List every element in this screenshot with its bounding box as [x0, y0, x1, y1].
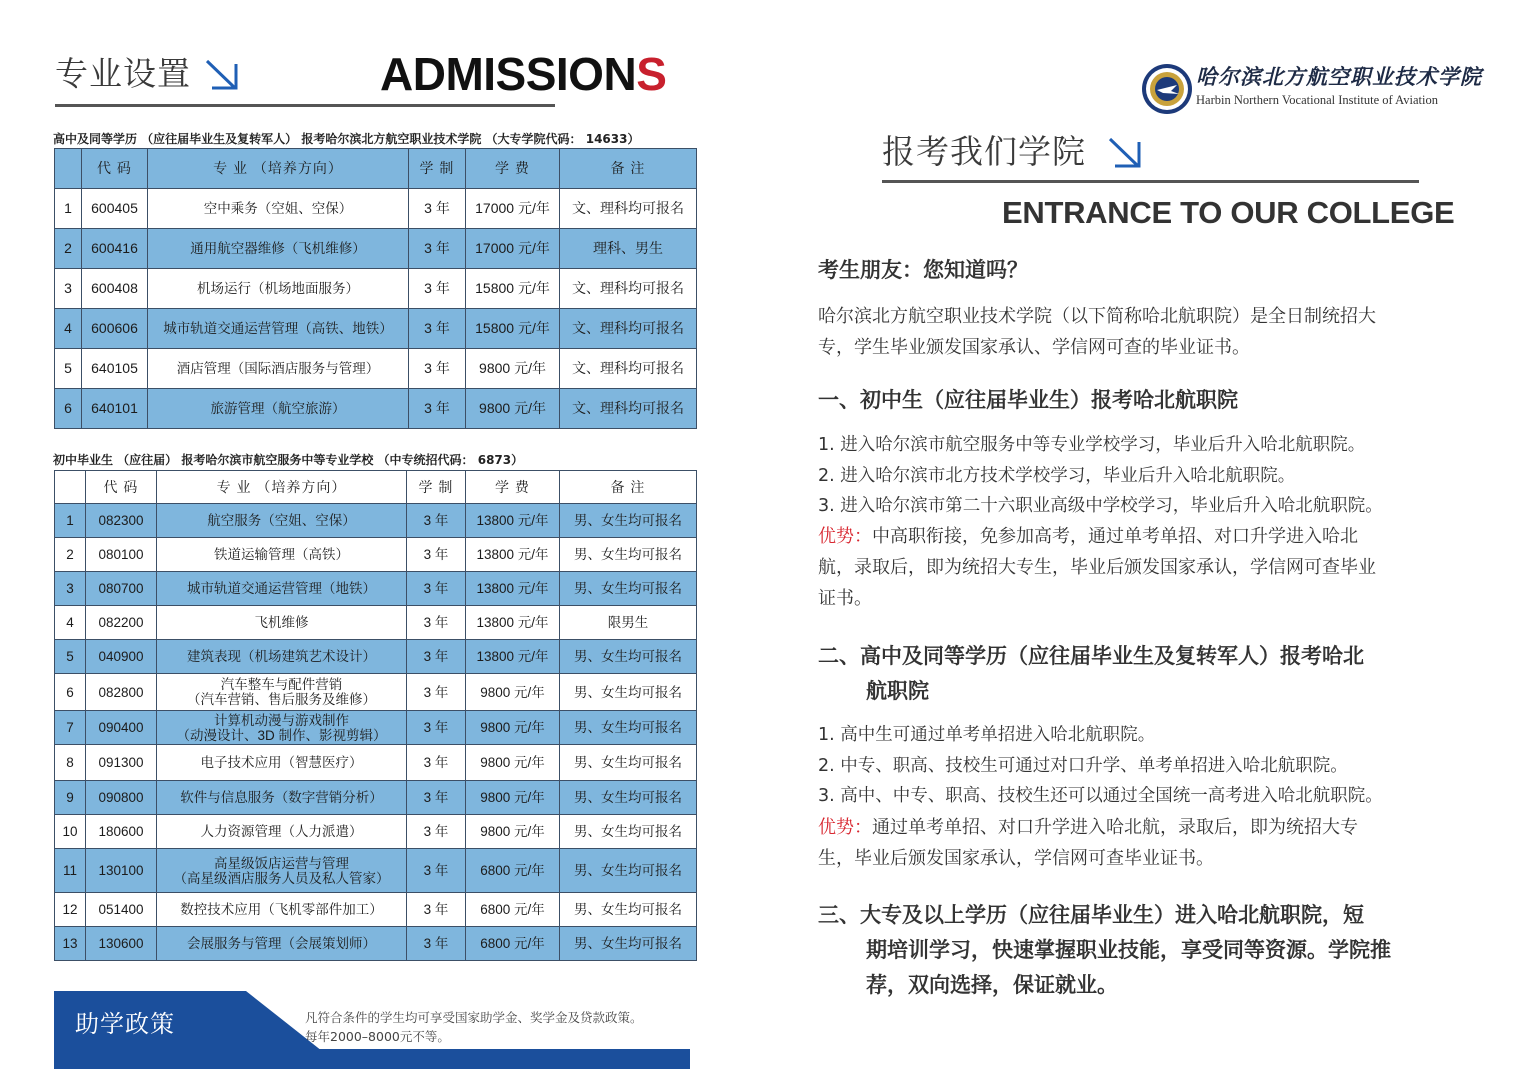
major-name: [157, 572, 407, 606]
table-row: [55, 674, 697, 711]
tuition-fee: 9800 元/年: [466, 349, 560, 389]
section2-title: 二、高中及同等学历（应往届毕业生及复转军人）报考哈北 航职院: [818, 644, 1364, 703]
study-years: 3 年: [407, 538, 466, 572]
section2-advantage: 优势：通过单考单招、对口升学进入哈北航，录取后，即为统招大专 生，毕业后颁发国家承认，学信网可查毕业证书。: [818, 817, 1358, 869]
row-number: 4: [55, 606, 86, 640]
remark: 男、女生均可报名: [560, 538, 697, 572]
remark: 文、理科均可报名: [560, 349, 697, 389]
tuition-fee: 9800 元/年: [466, 745, 560, 781]
policy-line-1: 凡符合条件的学生均可享受国家助学金、奖学金及贷款政策。: [305, 1010, 643, 1025]
row-number: 4: [55, 309, 82, 349]
advantage-label: 优势：: [818, 526, 872, 547]
major-name-line: 数控技术应用（飞机零部件加工）: [180, 902, 383, 917]
tuition-fee: 9800 元/年: [466, 389, 560, 429]
major-code: 080100: [86, 538, 157, 572]
remark: 男、女生均可报名: [560, 927, 697, 961]
advantage-label: 优势：: [818, 817, 872, 838]
list-item: 2. 中专、职高、技校生可通过对口升学、单考单招进入哈北航职院。: [818, 755, 1348, 776]
major-name-line: 计算机动漫与游戏制作: [214, 712, 349, 728]
row-number: 1: [55, 504, 86, 538]
major-direction-line: （动漫设计、3D 制作、影视剪辑）: [176, 727, 387, 743]
major-name: [157, 849, 407, 893]
table-row: [55, 504, 697, 538]
row-number: 1: [55, 189, 82, 229]
study-years: 3 年: [407, 640, 466, 674]
header-cell: 专 业 （培养方向）: [148, 149, 409, 189]
major-name: [157, 674, 407, 711]
row-number: 7: [55, 711, 86, 745]
row-number: 2: [55, 229, 82, 269]
study-years: 3 年: [409, 309, 466, 349]
tuition-fee: 17000 元/年: [466, 229, 560, 269]
major-name: 城市轨道交通运营管理（高铁、地铁）: [148, 309, 409, 349]
header-cell: 备 注: [560, 149, 697, 189]
table-row: [55, 349, 697, 389]
major-code: 080700: [86, 572, 157, 606]
tuition-fee: 13800 元/年: [466, 606, 560, 640]
major-name-line: 高星级饭店运营与管理: [214, 855, 349, 871]
study-years: 3 年: [407, 711, 466, 745]
row-number: 3: [55, 572, 86, 606]
major-code: 082200: [86, 606, 157, 640]
major-name: [157, 927, 407, 961]
tuition-fee: 6800 元/年: [466, 927, 560, 961]
table-row: [55, 711, 697, 745]
row-number: 6: [55, 389, 82, 429]
remark: 男、女生均可报名: [560, 745, 697, 781]
entrance-heading: ENTRANCE TO OUR COLLEGE: [1002, 195, 1455, 230]
arrow-down-right-icon: [1107, 136, 1143, 170]
major-name-line: 汽车整车与配件营销: [220, 677, 343, 692]
major-name-line: 建筑表现（机场建筑艺术设计）: [187, 649, 376, 664]
row-number: 8: [55, 745, 86, 781]
header-cell: [55, 149, 82, 189]
row-number: 6: [55, 674, 86, 711]
table-row: [55, 538, 697, 572]
header-cell: 备 注: [560, 471, 697, 504]
study-years: 3 年: [407, 815, 466, 849]
major-name: 酒店管理（国际酒店服务与管理）: [148, 349, 409, 389]
list-item: 2. 进入哈尔滨市北方技术学校学习，毕业后升入哈北航职院。: [818, 465, 1296, 486]
table-header-row: [55, 471, 697, 504]
major-code: 082800: [86, 674, 157, 711]
study-years: 3 年: [407, 781, 466, 815]
table-header-row: [55, 149, 697, 189]
major-direction-line: （汽车营销、售后服务及维修）: [187, 692, 376, 707]
major-name-line: 软件与信息服务（数字营销分析）: [180, 790, 383, 805]
tuition-fee: 17000 元/年: [466, 189, 560, 229]
list-item: 1. 高中生可通过单考单招进入哈北航职院。: [818, 725, 1156, 745]
remark: 男、女生均可报名: [560, 572, 697, 606]
row-number: 10: [55, 815, 86, 849]
policy-text: [305, 1008, 695, 1046]
list-item: 3. 高中、中专、职高、技校生还可以通过全国统一高考进入哈北航职院。: [818, 786, 1383, 806]
section2-list: [818, 720, 1458, 812]
row-number: 11: [55, 849, 86, 893]
table-row: [55, 927, 697, 961]
major-direction-line: （高星级酒店服务人员及私人管家）: [173, 870, 390, 886]
right-title-underline: [882, 180, 1419, 183]
section1-list: [818, 430, 1458, 522]
intro-line-2: 专，学生毕业颁发国家承认、学信网可查的毕业证书。: [818, 337, 1250, 358]
major-name: [157, 538, 407, 572]
remark: 男、女生均可报名: [560, 674, 697, 711]
college-name-en: Harbin Northern Vocational Institute of Aviation: [1196, 93, 1438, 107]
question-heading: 考生朋友：您知道吗？: [818, 258, 1028, 282]
major-name-line: 人力资源管理（人力派遣）: [200, 824, 363, 839]
major-code: 600405: [82, 189, 148, 229]
row-number: 2: [55, 538, 86, 572]
major-name: [157, 893, 407, 927]
table-row: [55, 893, 697, 927]
major-name: 空中乘务（空姐、空保）: [148, 189, 409, 229]
major-name: 旅游管理（航空旅游）: [148, 389, 409, 429]
major-name: [157, 640, 407, 674]
tuition-fee: 13800 元/年: [466, 504, 560, 538]
tuition-fee: 13800 元/年: [466, 640, 560, 674]
college-logo-emblem: [1141, 63, 1193, 115]
row-number: 5: [55, 640, 86, 674]
study-years: 3 年: [409, 189, 466, 229]
intro-paragraph: [818, 301, 1458, 363]
major-code: 600416: [82, 229, 148, 269]
section3-title: 三、大专及以上学历（应往届毕业生）进入哈北航职院，短 期培训学习，快速掌握职业技能，享受同等资源。学院推 荐，双向选择，保证就业。: [818, 903, 1391, 997]
section1-header: 高中及同等学历 （应往届毕业生及复转军人） 报考哈尔滨北方航空职业技术学院 （大专学院代码： 14633）: [53, 132, 640, 146]
section2-header: 初中毕业生 （应往届） 报考哈尔滨市航空服务中等专业学校 （中专统招代码： 6873）: [53, 453, 524, 467]
major-name-line: 电子技术应用（智慧医疗）: [200, 755, 363, 770]
major-code: 130100: [86, 849, 157, 893]
tuition-fee: 9800 元/年: [466, 815, 560, 849]
table-row: [55, 189, 697, 229]
remark: 男、女生均可报名: [560, 781, 697, 815]
remark: 男、女生均可报名: [560, 849, 697, 893]
remark: 文、理科均可报名: [560, 269, 697, 309]
major-code: 640105: [82, 349, 148, 389]
table-row: [55, 572, 697, 606]
list-item: 1. 进入哈尔滨市航空服务中等专业学校学习，毕业后升入哈北航职院。: [818, 435, 1366, 455]
college-majors-table: [54, 148, 697, 429]
tuition-fee: 9800 元/年: [466, 674, 560, 711]
major-code: 090400: [86, 711, 157, 745]
tuition-fee: 13800 元/年: [466, 538, 560, 572]
major-code: 040900: [86, 640, 157, 674]
study-years: 3 年: [407, 849, 466, 893]
row-number: 13: [55, 927, 86, 961]
left-page-title: 专业设置: [55, 54, 191, 93]
major-code: 082300: [86, 504, 157, 538]
table-row: [55, 781, 697, 815]
list-item: 3. 进入哈尔滨市第二十六职业高级中学校学习，毕业后升入哈北航职院。: [818, 496, 1383, 516]
row-number: 9: [55, 781, 86, 815]
major-name: 机场运行（机场地面服务）: [148, 269, 409, 309]
tuition-fee: 9800 元/年: [466, 711, 560, 745]
table-row: [55, 389, 697, 429]
major-name: [157, 745, 407, 781]
remark: 男、女生均可报名: [560, 893, 697, 927]
study-years: 3 年: [409, 269, 466, 309]
major-name: [157, 711, 407, 745]
study-years: 3 年: [407, 606, 466, 640]
table-row: [55, 849, 697, 893]
study-years: 3 年: [407, 745, 466, 781]
table-row: [55, 606, 697, 640]
major-code: 600408: [82, 269, 148, 309]
major-name-line: 铁道运输管理（高铁）: [214, 547, 349, 562]
secondary-majors-table: [54, 470, 697, 961]
header-cell: 代 码: [82, 149, 148, 189]
table-row: [55, 269, 697, 309]
table-row: [55, 745, 697, 781]
remark: 文、理科均可报名: [560, 189, 697, 229]
major-name-line: 飞机维修: [254, 615, 309, 630]
major-code: 600606: [82, 309, 148, 349]
policy-title: 助学政策: [75, 1010, 175, 1038]
table-row: [55, 815, 697, 849]
remark: 理科、男生: [560, 229, 697, 269]
remark: 男、女生均可报名: [560, 815, 697, 849]
major-name: [157, 781, 407, 815]
study-years: 3 年: [409, 349, 466, 389]
major-name: 通用航空器维修（飞机维修）: [148, 229, 409, 269]
major-code: 130600: [86, 927, 157, 961]
major-name: [157, 504, 407, 538]
study-years: 3 年: [409, 229, 466, 269]
arrow-down-right-icon: [204, 58, 240, 92]
tuition-fee: 6800 元/年: [466, 893, 560, 927]
remark: 文、理科均可报名: [560, 309, 697, 349]
right-page-title: 报考我们学院: [882, 132, 1086, 171]
title-underline: [55, 104, 555, 107]
study-years: 3 年: [407, 572, 466, 606]
header-cell: 专 业 （培养方向）: [157, 471, 407, 504]
major-name: [157, 815, 407, 849]
remark: 限男生: [560, 606, 697, 640]
admissions-heading: ADMISSIONS: [380, 48, 667, 100]
table-row: [55, 640, 697, 674]
section1-title: 一、初中生（应往届毕业生）报考哈北航职院: [818, 388, 1238, 412]
major-code: 640101: [82, 389, 148, 429]
header-cell: 代 码: [86, 471, 157, 504]
study-years: 3 年: [407, 504, 466, 538]
major-name-line: 会展服务与管理（会展策划师）: [187, 936, 376, 951]
major-name-line: 城市轨道交通运营管理（地铁）: [187, 581, 376, 596]
major-code: 051400: [86, 893, 157, 927]
major-code: 180600: [86, 815, 157, 849]
major-name: [157, 606, 407, 640]
table-row: [55, 309, 697, 349]
remark: 文、理科均可报名: [560, 389, 697, 429]
remark: 男、女生均可报名: [560, 640, 697, 674]
row-number: 5: [55, 349, 82, 389]
study-years: 3 年: [409, 389, 466, 429]
remark: 男、女生均可报名: [560, 711, 697, 745]
header-cell: 学 制: [409, 149, 466, 189]
major-code: 090800: [86, 781, 157, 815]
tuition-fee: 13800 元/年: [466, 572, 560, 606]
tuition-fee: 9800 元/年: [466, 781, 560, 815]
header-cell: 学 费: [466, 471, 560, 504]
remark: 男、女生均可报名: [560, 504, 697, 538]
header-cell: [55, 471, 86, 504]
row-number: 3: [55, 269, 82, 309]
major-code: 091300: [86, 745, 157, 781]
intro-line-1: 哈尔滨北方航空职业技术学院（以下简称哈北航职院）是全日制统招大: [818, 306, 1376, 327]
tuition-fee: 15800 元/年: [466, 309, 560, 349]
section1-advantage: 优势：中高职衔接，免参加高考，通过单考单招、对口升学进入哈北 航，录取后，即为统招大专生，毕业后颁发国家承认，学信网可查毕业 证书。: [818, 526, 1376, 609]
policy-line-2: 每年2000–8000元不等。: [305, 1029, 450, 1044]
row-number: 12: [55, 893, 86, 927]
header-cell: 学 制: [407, 471, 466, 504]
study-years: 3 年: [407, 927, 466, 961]
tuition-fee: 15800 元/年: [466, 269, 560, 309]
table-row: [55, 229, 697, 269]
study-years: 3 年: [407, 674, 466, 711]
college-name-cn: 哈尔滨北方航空职业技术学院: [1196, 64, 1482, 89]
header-cell: 学 费: [466, 149, 560, 189]
study-years: 3 年: [407, 893, 466, 927]
tuition-fee: 6800 元/年: [466, 849, 560, 893]
major-name-line: 航空服务（空姐、空保）: [207, 513, 356, 528]
